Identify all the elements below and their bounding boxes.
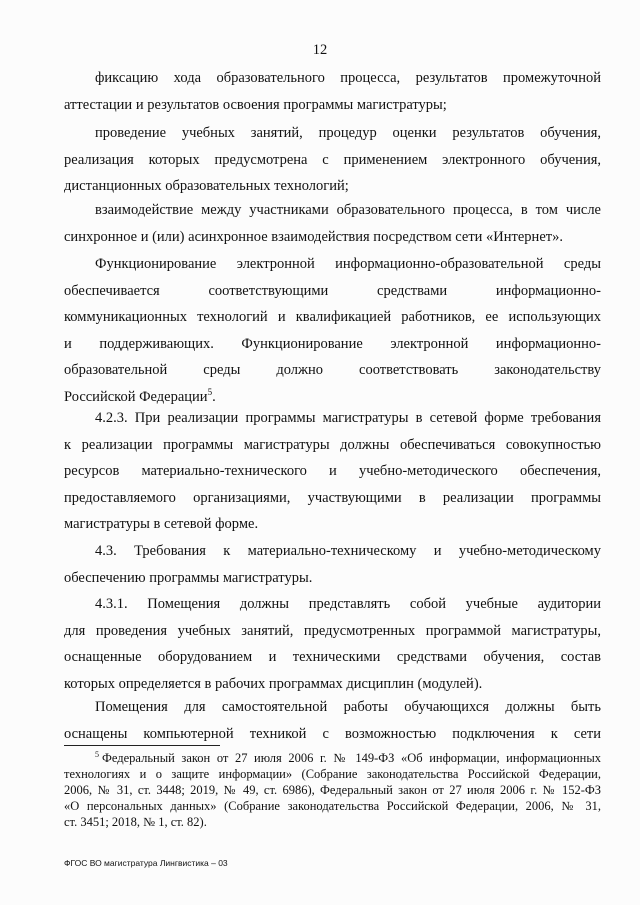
text-line: синхронное и (или) асинхронное взаимодействия посредством сети «Интернет».: [64, 228, 563, 245]
text-line: проведение учебных занятий, процедур оценки результатов обучения,: [95, 125, 601, 141]
footnote: [64, 750, 601, 830]
text-line: и поддерживающих. Функционирование электронной информационно-: [64, 335, 601, 352]
text-line: оснащенные оборудованием и техническими средствами обучения, состав: [64, 649, 601, 665]
text-line: реализация которых предусмотрена с применением электронного обучения,: [64, 151, 601, 168]
text-line: фиксацию хода образовательного процесса, результатов промежуточной: [95, 70, 601, 86]
text-line: Помещения для самостоятельной работы обучающихся должны быть: [95, 699, 601, 715]
text-line: которых определяется в рабочих программах дисциплин (модулей).: [64, 675, 483, 692]
text-line: Российской Федерации$^5$.: [64, 386, 216, 405]
text-line: взаимодействие между участниками образовательного процесса, в том числе: [95, 202, 601, 218]
text-line: 4.3. Требования к материально-техническому и учебно-методическому: [95, 543, 601, 559]
footnote-separator: [64, 745, 220, 746]
text-line: обеспечению программы магистратуры.: [64, 569, 313, 586]
text-line-content: Российской Федерации: [64, 388, 208, 405]
paragraph-self-study-rooms: [64, 694, 601, 747]
footnote-line: [64, 750, 601, 766]
paragraph-conduct-classes: [64, 120, 601, 200]
paragraph-record-progress: [64, 65, 601, 118]
paragraph-4-2-3: [64, 405, 601, 538]
footnote-line-content: Федеральный закон от 27 июля 2006 г. № 149-ФЗ «Об информации, информационных: [102, 751, 601, 765]
footnote-mark: 5: [95, 750, 99, 759]
text-line: 4.2.3. При реализации программы магистратуры в сетевой форме требования: [95, 410, 601, 426]
text-line: 4.3.1. Помещения должны представлять собой учебные аудитории: [95, 596, 601, 612]
footnote-line: «О персональных данных» (Собрание законодательства Российской Федерации, 2006, № 31,: [64, 799, 601, 813]
text-line: для проведения учебных занятий, предусмотренных программой магистратуры,: [64, 622, 601, 639]
text-line: обеспечивается соответствующими средствами информационно-: [64, 282, 601, 299]
document-footer: ФГОС ВО магистратура Лингвистика – 03: [64, 858, 228, 868]
footnote-line: ст. 3451; 2018, № 1, ст. 82).: [64, 815, 207, 829]
text-line: коммуникационных технологий и квалификацией работников, ее использующих: [64, 309, 601, 325]
footnote-reference: 5: [207, 386, 213, 397]
paragraph-eios-functioning: [64, 251, 601, 410]
footnote-line: 2006, № 31, ст. 3448; 2019, № 49, ст. 6986), Федеральный закон от 27 июля 2006 г. № 152-ФЗ: [64, 783, 601, 797]
text-line: к реализации программы магистратуры должны обеспечиваться совокупностью: [64, 436, 601, 453]
text-line: дистанционных образовательных технологий;: [64, 178, 349, 194]
paragraph-4-3: [64, 538, 601, 591]
text-line: аттестации и результатов освоения программы магистратуры;: [64, 96, 447, 113]
text-line: Функционирование электронной информационно-образовательной среды: [95, 256, 601, 272]
paragraph-4-3-1: [64, 591, 601, 697]
text-line: магистратуры в сетевой форме.: [64, 516, 259, 532]
text-line: ресурсов материально-технического и учебно-методического обеспечения,: [64, 463, 601, 479]
text-line: оснащены компьютерной техникой с возможностью подключения к сети: [64, 725, 601, 742]
text-line: образовательной среды должно соответствовать законодательству: [64, 362, 601, 378]
footnote-line: технологиях и о защите информации» (Собрание законодательства Российской Федерации,: [64, 767, 601, 781]
paragraph-interaction: [64, 197, 601, 250]
page-number: 12: [312, 42, 328, 58]
text-line: предоставляемого организациями, участвующими в реализации программы: [64, 489, 601, 506]
